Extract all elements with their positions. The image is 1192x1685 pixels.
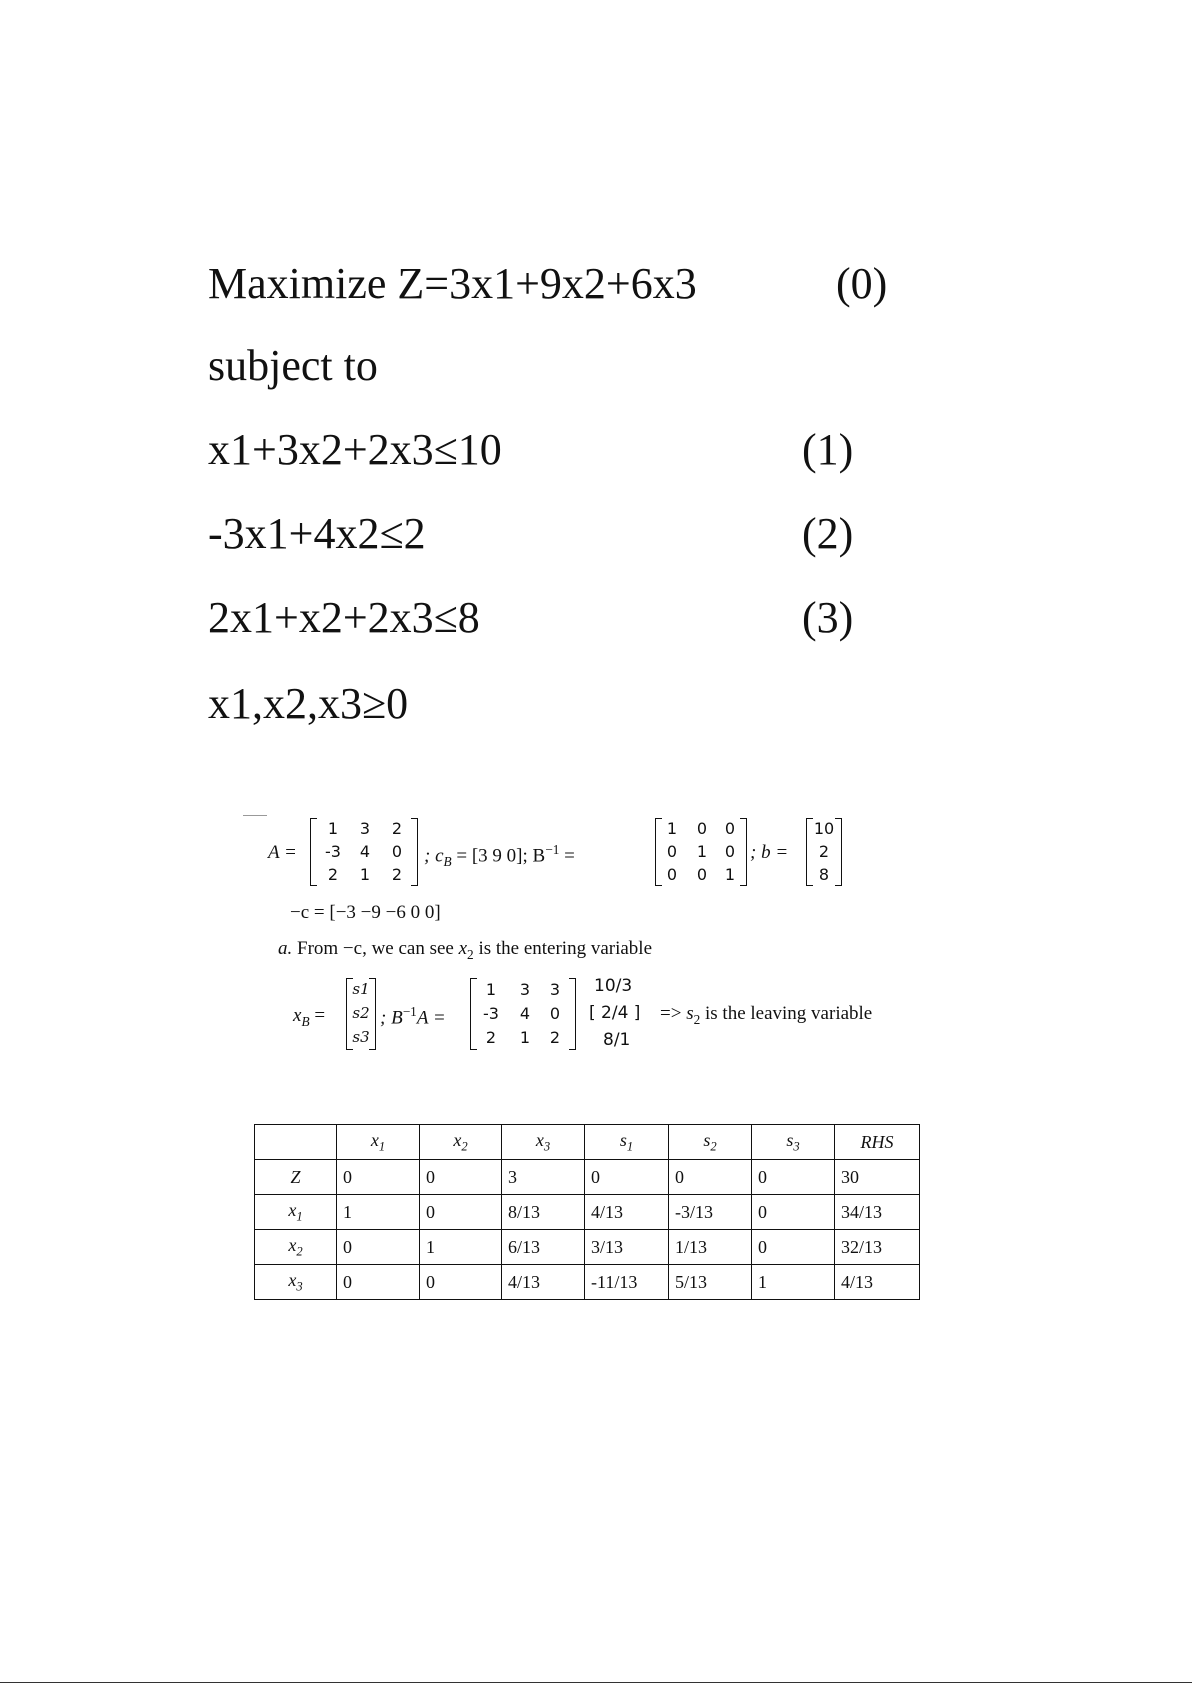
objective-tag: (0): [836, 259, 888, 308]
dash-mark: [243, 815, 267, 816]
table-cell: 34/13: [835, 1195, 920, 1230]
tableau-header-row: [255, 1125, 920, 1160]
nonnegativity-constraint: x1,x2,x3≥0: [208, 679, 409, 728]
header-base: x: [453, 1129, 462, 1150]
matrix-BinvA-cell: 4: [519, 1004, 531, 1023]
header-sub: 3: [543, 1139, 551, 1154]
table-cell: 3/13: [585, 1230, 669, 1265]
matrix-A-cell: 1: [359, 865, 371, 884]
simplex-tableau: [254, 1124, 920, 1300]
matrix-A-cell: 2: [391, 819, 403, 838]
matrix-A-cell: 1: [327, 819, 339, 838]
vector-xB-cell: s3: [352, 1028, 370, 1046]
cB-value: = [3 9 0]; B: [451, 845, 546, 867]
table-cell: 6/13: [502, 1230, 585, 1265]
cB-label: ; c: [424, 845, 444, 867]
table-row: [255, 1230, 920, 1265]
leaving-var: s: [686, 1003, 694, 1024]
tableau-header: [669, 1125, 752, 1160]
constraint-2-tag: (2): [802, 509, 854, 558]
table-cell: 5/13: [669, 1265, 752, 1300]
matrix-Binv: [655, 818, 747, 886]
table-cell: 0: [337, 1160, 420, 1195]
ratio-3: 8/1: [603, 1030, 631, 1050]
xB-label: [293, 1006, 325, 1028]
matrix-A-cell: 3: [359, 819, 371, 838]
tableau-header: [585, 1125, 669, 1160]
row-label-sub: 3: [296, 1279, 303, 1294]
matrix-A-cell: 4: [359, 842, 371, 861]
matrix-Binv-cell: 1: [696, 842, 708, 861]
constraint-1-tag: (1): [802, 425, 854, 474]
tableau-corner: [255, 1125, 337, 1160]
matrix-Binv-cell: 0: [696, 819, 708, 838]
table-cell: 0: [752, 1230, 835, 1265]
row-label-text: Z: [290, 1166, 301, 1187]
step-a-text: From −c, we can see: [292, 938, 459, 959]
table-cell: 1: [752, 1265, 835, 1300]
table-cell: 4/13: [502, 1265, 585, 1300]
BinvA-equals: A =: [416, 1007, 446, 1029]
subject-to-label: subject to: [208, 341, 378, 390]
leaving-variable-note: [660, 1004, 872, 1026]
negative-c-vector: −c = [−3 −9 −6 0 0]: [290, 902, 441, 923]
leaving-var-sub: 2: [693, 1011, 701, 1027]
tableau-header: [420, 1125, 502, 1160]
tableau-header: [752, 1125, 835, 1160]
vector-xB: [346, 978, 376, 1050]
row-label-text: x: [288, 1234, 297, 1255]
Binv-equals: =: [559, 845, 575, 867]
xB-equals: =: [309, 1005, 326, 1026]
header-base: x: [370, 1129, 379, 1150]
Binv-superscript: −1: [545, 842, 560, 857]
matrix-BinvA: [470, 978, 576, 1050]
A-label: A =: [268, 842, 297, 863]
xB-label-text: x: [293, 1005, 302, 1026]
matrix-Binv-cell: 1: [666, 819, 678, 838]
step-a-label: a.: [278, 938, 293, 959]
header-base: s: [786, 1129, 794, 1150]
page-bottom-rule: [0, 1682, 1192, 1683]
table-row: [255, 1195, 920, 1230]
xB-sub: B: [301, 1013, 310, 1029]
header-sub: 1: [626, 1139, 634, 1154]
entering-var: x: [458, 938, 468, 959]
table-cell: 0: [752, 1160, 835, 1195]
table-cell: -11/13: [585, 1265, 669, 1300]
table-cell: 0: [337, 1265, 420, 1300]
matrix-BinvA-cell: 2: [485, 1028, 497, 1047]
table-cell: 4/13: [835, 1265, 920, 1300]
tableau-header: [337, 1125, 420, 1160]
table-cell: 30: [835, 1160, 920, 1195]
header-base: RHS: [860, 1131, 894, 1152]
constraint-3-tag: (3): [802, 593, 854, 642]
matrix-A-cell: 2: [327, 865, 339, 884]
b-label: ; b =: [750, 842, 789, 863]
table-row: [255, 1160, 920, 1195]
header-sub: 2: [461, 1139, 468, 1154]
matrix-Binv-cell: 1: [724, 865, 736, 884]
leaving-suffix: is the leaving variable: [700, 1003, 873, 1024]
table-cell: 0: [585, 1160, 669, 1195]
matrix-BinvA-cell: 1: [485, 980, 497, 999]
vector-b-cell: 10: [813, 819, 835, 838]
tableau-header: [502, 1125, 585, 1160]
entering-variable-note: [278, 939, 652, 961]
matrix-BinvA-cell: 2: [549, 1028, 561, 1047]
header-base: s: [703, 1129, 711, 1150]
vector-b-cell: 8: [818, 865, 830, 884]
table-cell: 0: [420, 1195, 502, 1230]
matrix-A-cell: 0: [391, 842, 403, 861]
row-label-text: x: [288, 1269, 297, 1290]
matrix-A-cell: -3: [325, 842, 341, 861]
header-sub: 1: [378, 1139, 386, 1154]
table-cell: 0: [420, 1160, 502, 1195]
header-sub: 2: [710, 1139, 717, 1154]
table-cell: 1: [420, 1230, 502, 1265]
tableau-header: [835, 1125, 920, 1160]
table-cell: 32/13: [835, 1230, 920, 1265]
table-cell: 4/13: [585, 1195, 669, 1230]
ratio-1: 10/3: [594, 976, 633, 996]
table-row: [255, 1265, 920, 1300]
header-base: x: [535, 1129, 544, 1150]
leaving-arrow: =>: [660, 1003, 687, 1024]
matrix-Binv-cell: 0: [696, 865, 708, 884]
matrix-BinvA-cell: 0: [549, 1004, 561, 1023]
row-label-sub: 2: [296, 1244, 303, 1259]
row-label-text: x: [288, 1199, 297, 1220]
table-cell: 0: [752, 1195, 835, 1230]
row-label-sub: 1: [296, 1209, 303, 1224]
table-cell: 0: [669, 1160, 752, 1195]
BinvA-label: [380, 1005, 446, 1027]
matrix-BinvA-cell: 1: [519, 1028, 531, 1047]
cB-subscript: B: [443, 854, 452, 870]
table-cell: -3/13: [669, 1195, 752, 1230]
matrix-BinvA-cell: -3: [483, 1004, 499, 1023]
vector-xB-cell: s2: [352, 1004, 370, 1022]
row-label: [255, 1230, 337, 1265]
ratio-2: [ 2/4 ]: [589, 1003, 641, 1023]
constraint-1: x1+3x2+2x3≤10: [208, 425, 502, 474]
cB-expression: [424, 843, 575, 868]
header-base: s: [619, 1129, 627, 1150]
matrix-Binv-cell: 0: [724, 819, 736, 838]
row-label: [255, 1195, 337, 1230]
matrix-BinvA-cell: 3: [549, 980, 561, 999]
matrix-A-cell: 2: [391, 865, 403, 884]
objective-function: Maximize Z=3x1+9x2+6x3: [208, 259, 697, 308]
matrix-Binv-cell: 0: [724, 842, 736, 861]
constraint-3: 2x1+x2+2x3≤8: [208, 593, 480, 642]
entering-var-sub: 2: [467, 946, 474, 962]
vector-xB-cell: s1: [352, 980, 370, 998]
row-label: [255, 1265, 337, 1300]
matrix-BinvA-cell: 3: [519, 980, 531, 999]
matrix-Binv-cell: 0: [666, 865, 678, 884]
table-cell: 3: [502, 1160, 585, 1195]
table-cell: 0: [337, 1230, 420, 1265]
table-cell: 1/13: [669, 1230, 752, 1265]
matrix-A: [310, 818, 418, 886]
table-cell: 8/13: [502, 1195, 585, 1230]
table-cell: 1: [337, 1195, 420, 1230]
header-sub: 3: [793, 1139, 800, 1154]
table-cell: 0: [420, 1265, 502, 1300]
vector-b-cell: 2: [818, 842, 830, 861]
row-label: [255, 1160, 337, 1195]
matrix-Binv-cell: 0: [666, 842, 678, 861]
constraint-2: -3x1+4x2≤2: [208, 509, 426, 558]
vector-b: [806, 818, 842, 886]
step-a-suffix: is the entering variable: [473, 938, 653, 959]
BinvA-sup: −1: [402, 1004, 417, 1019]
BinvA-label-text: ; B: [380, 1007, 403, 1029]
